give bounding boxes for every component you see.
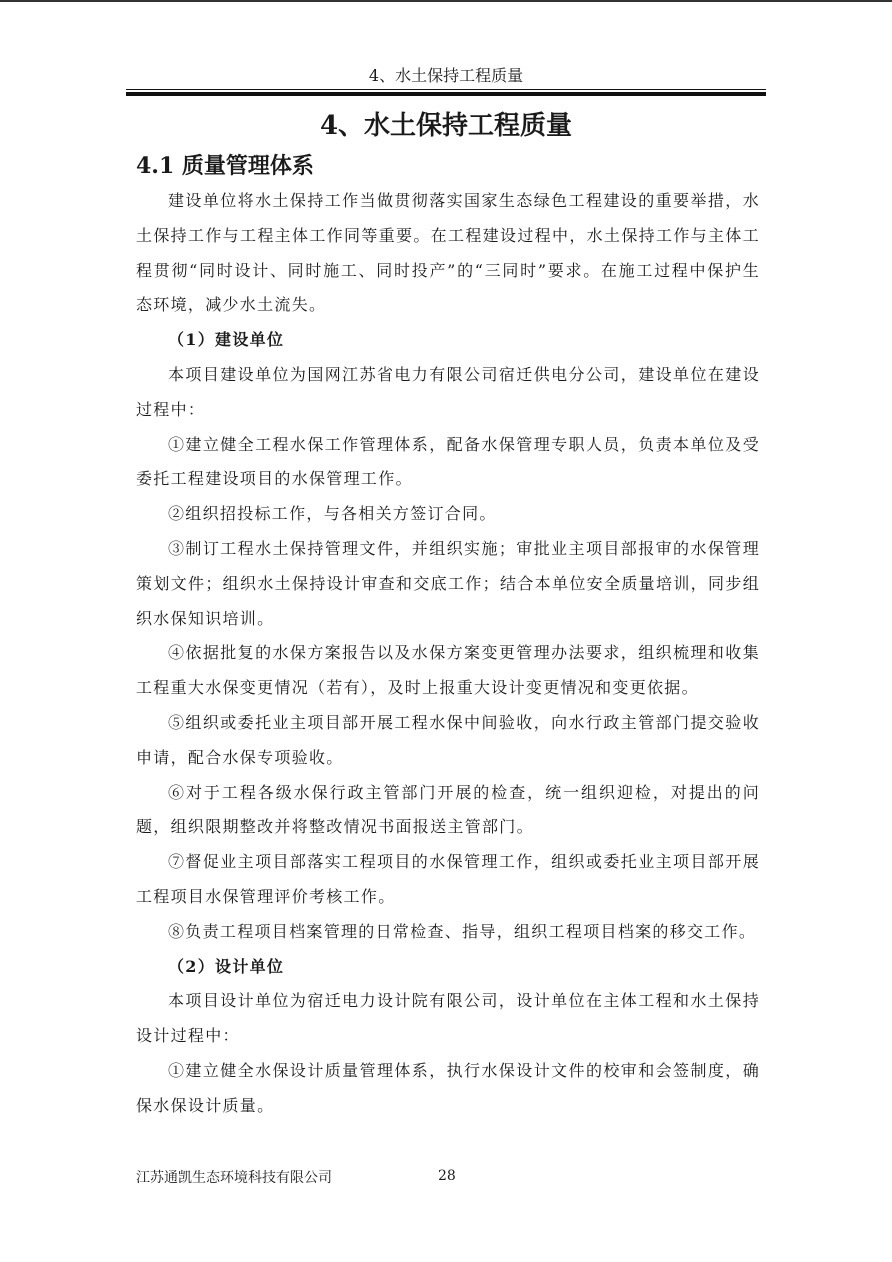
chapter-title: 4、水土保持工程质量 (319, 111, 573, 141)
construction-unit-item: ⑧负责工程项目档案管理的日常检查、指导，组织工程项目档案的移交工作。 (168, 921, 757, 941)
design-unit-intro: 本项目设计单位为宿迁电力设计院有限公司，设计单位在主体工程和水土保持设计过程中： (136, 991, 760, 1046)
construction-unit-item: ③制订工程水土保持管理文件，并组织实施；审批业主项目部报审的水保管理策划文件；组织水土保持设计审查和交底工作；结合本单位安全质量培训，同步组织水保知识培训。 (136, 538, 760, 628)
construction-unit-item: ①建立健全工程水保工作管理体系，配备水保管理专职人员，负责本单位及受委托工程建设项目的水保管理工作。 (136, 434, 760, 489)
header-rule-thick (126, 92, 766, 96)
construction-unit-intro: 本项目建设单位为国网江苏省电力有限公司宿迁供电分公司，建设单位在建设过程中： (136, 364, 760, 419)
construction-unit-item: ②组织招投标工作，与各相关方签订合同。 (168, 504, 497, 524)
document-body (136, 184, 760, 1124)
subsection-title-design-unit: （2）设计单位 (168, 956, 285, 976)
subsection-title-construction-unit: （1）建设单位 (168, 330, 285, 350)
section-title: 4.1 质量管理体系 (136, 153, 314, 179)
header-rule-thin (126, 89, 766, 90)
running-header: 4、水土保持工程质量 (368, 66, 524, 85)
construction-unit-item: ⑦督促业主项目部落实工程项目的水保管理工作，组织或委托业主项目部开展工程项目水保管理评价考核工作。 (136, 852, 760, 906)
page-number: 28 (438, 1168, 456, 1184)
construction-unit-item: ⑥对于工程各级水保行政主管部门开展的检查，统一组织迎检，对提出的问题，组织限期整改并将整改情况书面报送主管部门。 (136, 782, 760, 837)
intro-paragraph: 建设单位将水土保持工作当做贯彻落实国家生态绿色工程建设的重要举措，水土保持工作与工程主体工作同等重要。在工程建设过程中，水土保持工作与主体工程贯彻“同时设计、同时施工、同时投产”的“三同时”要求。在施工过程中保护生态环境，减少水土流失。 (136, 191, 760, 315)
construction-unit-item: ⑤组织或委托业主项目部开展工程水保中间验收，向水行政主管部门提交验收申请，配合水保专项验收。 (136, 712, 760, 767)
footer-company: 江苏通凯生态环境科技有限公司 (136, 1170, 332, 1186)
page-top-border (0, 0, 892, 2)
design-unit-item: ①建立健全水保设计质量管理体系，执行水保设计文件的校审和会签制度，确保水保设计质量。 (136, 1060, 760, 1115)
construction-unit-item: ④依据批复的水保方案报告以及水保方案变更管理办法要求，组织梳理和收集工程重大水保变更情况（若有），及时上报重大设计变更情况和变更依据。 (136, 643, 760, 698)
